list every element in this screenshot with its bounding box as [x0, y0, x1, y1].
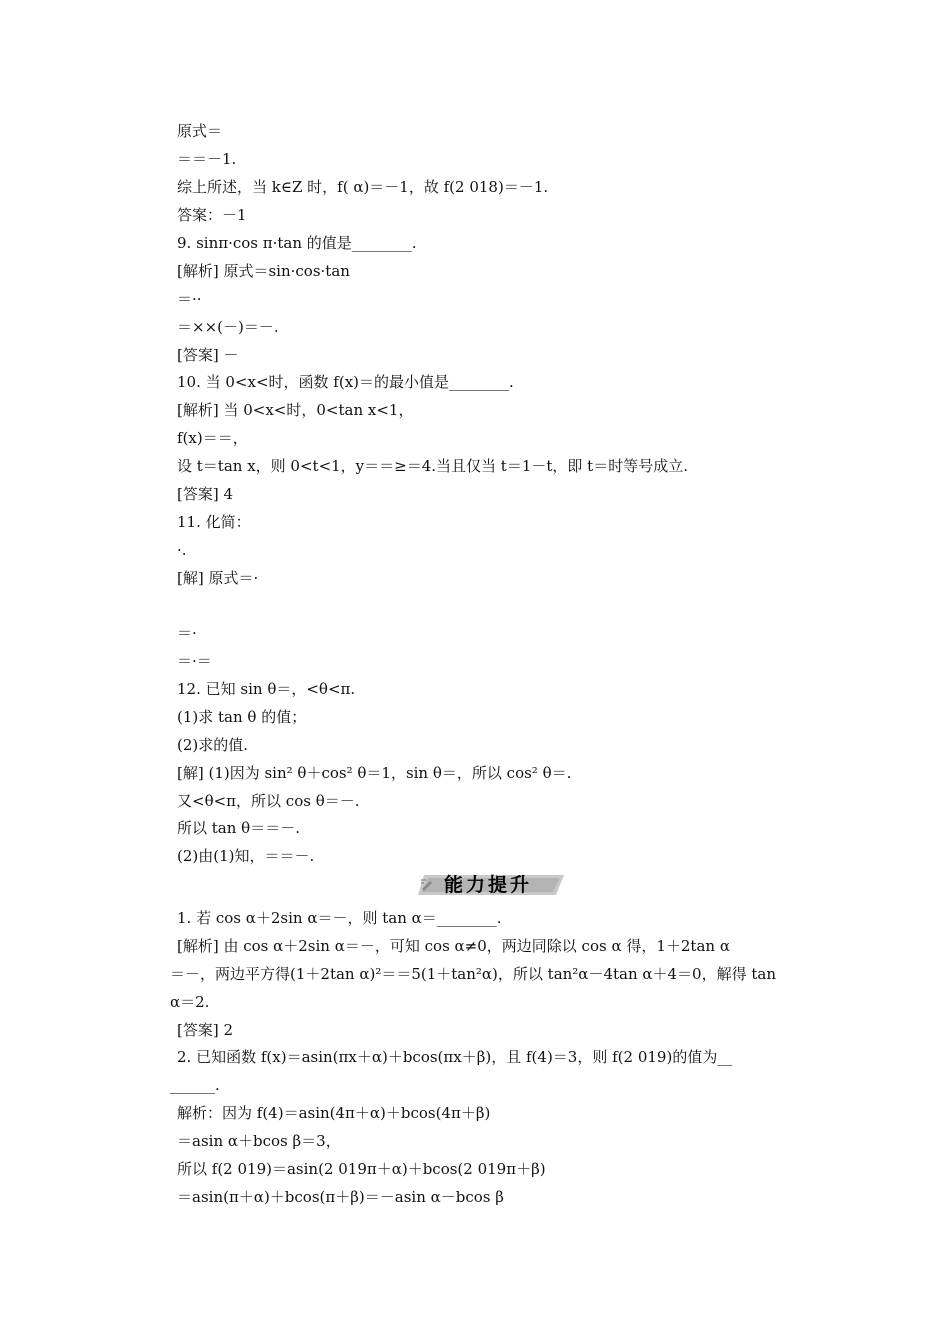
text-line: α＝2.: [170, 993, 210, 1011]
question-9: 9. sinπ·cos π·tan 的值是________.: [177, 234, 417, 252]
question-ext-2: 2. 已知函数 f(x)＝asin(πx＋α)＋bcos(πx＋β)，且 f(4)＝3，则 f(2 019)的值为__: [177, 1048, 733, 1066]
answer-line: [答案] 4: [177, 485, 234, 503]
question-11: 11. 化简：: [177, 513, 251, 531]
text-line: ＝··: [177, 290, 202, 308]
text-line: (2)求的值.: [177, 736, 249, 754]
text-line: [解析] 原式＝sin·cos·tan: [177, 262, 350, 280]
text-line: 解析：因为 f(4)＝asin(4π＋α)＋bcos(4π＋β): [177, 1104, 491, 1122]
text-line: ＝××(－)＝－.: [177, 318, 279, 336]
pencil-icon: [420, 877, 434, 891]
question-10: 10. 当 0<x<时，函数 f(x)＝的最小值是________.: [177, 373, 514, 391]
text-line: f(x)＝＝，: [177, 429, 248, 447]
text-line: 原式＝: [177, 122, 223, 140]
text-line: [解析] 由 cos α＋2sin α＝－，可知 cos α≠0，两边同除以 cos α 得，1＋2tan α: [177, 937, 730, 955]
text-line: ＝asin(π＋α)＋bcos(π＋β)＝－asin α－bcos β: [177, 1188, 504, 1206]
text-line: ＝·＝: [177, 652, 212, 670]
text-line: ＝·: [177, 624, 197, 642]
text-line: 所以 f(2 019)＝asin(2 019π＋α)＋bcos(2 019π＋β): [177, 1160, 546, 1178]
text-line: 综上所述，当 k∈Z 时，f( α)＝－1，故 f(2 018)＝－1.: [177, 178, 549, 196]
answer-line: [答案] －: [177, 346, 239, 364]
text-line: ＝－，两边平方得(1＋2tan α)²＝＝5(1＋tan²α)，所以 tan²α－4tan α＋4＝0，解得 tan: [170, 965, 777, 983]
text-line: 又<θ<π，所以 cos θ＝－.: [177, 792, 360, 810]
text-line: [解] 原式＝·: [177, 569, 259, 587]
question-12: 12. 已知 sin θ＝，<θ<π.: [177, 680, 356, 698]
text-line: ＝asin α＋bcos β＝3，: [177, 1132, 341, 1150]
section-title: 能力提升: [444, 874, 533, 896]
text-line: ______.: [170, 1076, 220, 1094]
text-line: ·.: [177, 541, 187, 559]
text-line: (2)由(1)知，＝＝－.: [177, 847, 315, 865]
question-ext-1: 1. 若 cos α＋2sin α＝－，则 tan α＝________.: [177, 909, 502, 927]
text-line: 设 t＝tan x，则 0<t<1，y＝＝≥＝4.当且仅当 t＝1－t，即 t＝时等号成立.: [177, 457, 688, 475]
text-line: 所以 tan θ＝＝－.: [177, 819, 300, 837]
text-line: ＝＝－1.: [177, 150, 237, 168]
text-line: [解] (1)因为 sin² θ＋cos² θ＝1，sin θ＝，所以 cos² θ＝.: [177, 764, 572, 782]
text-line: [解析] 当 0<x<时，0<tan x<1，: [177, 401, 414, 419]
answer-line: [答案] 2: [177, 1021, 234, 1039]
text-line: (1)求 tan θ 的值；: [177, 708, 307, 726]
text-line: 答案：－1: [177, 206, 247, 224]
